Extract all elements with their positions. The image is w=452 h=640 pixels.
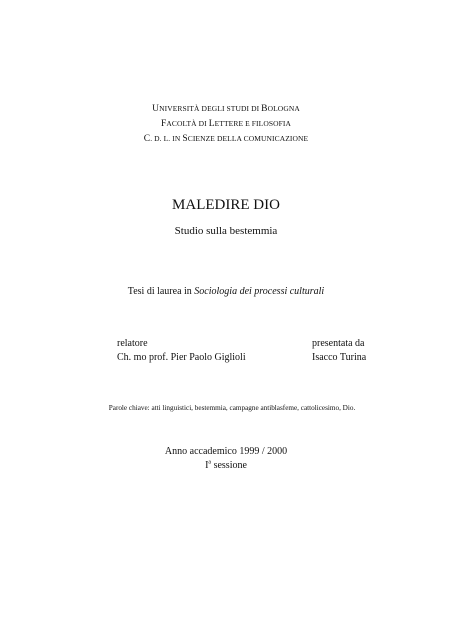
thesis-course-line: Tesi di laurea in Sociologia dei processi culturali xyxy=(127,286,325,297)
author-name: Isacco Turina xyxy=(312,352,367,363)
presentata-label: presentata da xyxy=(312,338,365,349)
relatore-name: Ch. mo prof. Pier Paolo Giglioli xyxy=(117,352,246,363)
thesis-title: MALEDIRE DIO xyxy=(172,197,280,213)
thesis-subtitle: Studio sulla bestemmia xyxy=(174,225,278,237)
university-name: UNIVERSITÀ DEGLI STUDI DI BOLOGNA xyxy=(152,104,300,114)
academic-year: Anno accademico 1999 / 2000 xyxy=(164,446,288,457)
keywords: Parole chiave: atti linguistici, bestemmia, campagne antiblasfeme, cattolicesimo, Dio. xyxy=(108,404,356,412)
session: $I^a$ sessione xyxy=(205,459,247,471)
thesis-subject: Sociologia dei processi culturali xyxy=(194,286,325,297)
degree-course: C. D. L. IN SCIENZE DELLA COMUNICAZIONE xyxy=(143,134,309,144)
faculty-name: FACOLTÀ DI LETTERE E FILOSOFIA xyxy=(160,119,292,129)
relatore-label: relatore xyxy=(117,338,148,349)
